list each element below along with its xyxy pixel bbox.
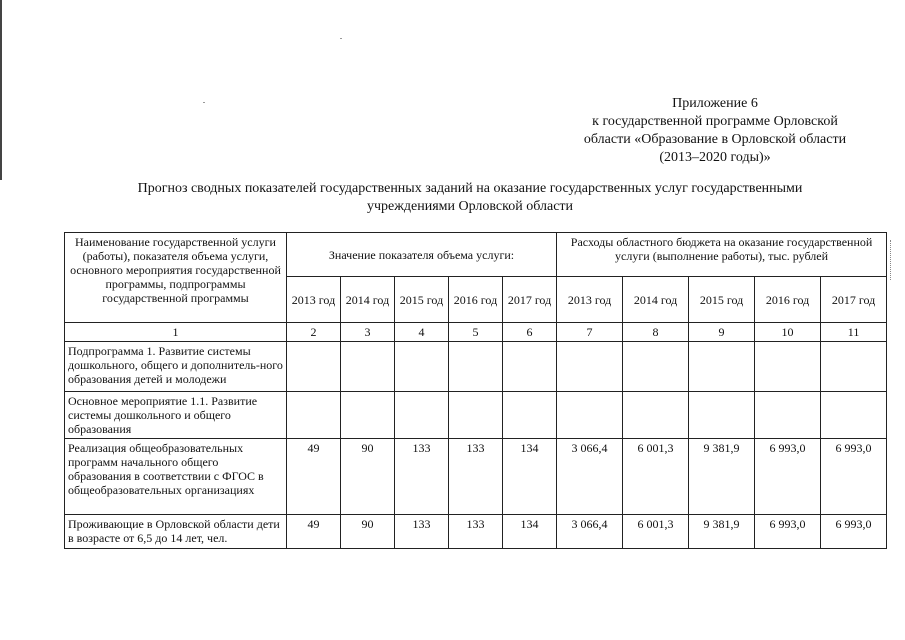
header-expense-year: 2013 год	[557, 277, 623, 323]
column-number: 8	[623, 323, 689, 342]
header-volume-year: 2016 год	[449, 277, 503, 323]
column-number: 9	[689, 323, 755, 342]
value-cell	[623, 392, 689, 439]
value-cell: 9 381,9	[689, 439, 755, 515]
column-number-row	[65, 323, 887, 342]
table-header-row	[65, 233, 887, 277]
table-row	[65, 392, 887, 439]
value-cell	[449, 342, 503, 392]
value-cell: 6 001,3	[623, 439, 689, 515]
header-expense-year: 2016 год	[755, 277, 821, 323]
column-number: 10	[755, 323, 821, 342]
scan-speck	[203, 102, 205, 103]
title-line: Прогноз сводных показателей государственных заданий на оказание государственных услуг государственными	[137, 181, 803, 196]
value-cell	[395, 342, 449, 392]
table-row	[65, 439, 887, 515]
row-name-cell: Основное мероприятие 1.1. Развитие системы дошкольного и общего образования	[65, 392, 287, 439]
value-cell	[689, 342, 755, 392]
row-name-cell: Подпрограмма 1. Развитие системы дошкольного, общего и дополнитель-ного образования детей и молодежи	[65, 342, 287, 392]
value-cell: 134	[503, 439, 557, 515]
header-expense-year: 2015 год	[689, 277, 755, 323]
value-cell: 134	[503, 515, 557, 549]
header-name-cell: Наименование государственной услуги (работы), показателя объема услуги, основного мероприятия государственной программы, подпрограммы государственной программы	[65, 233, 287, 323]
value-cell: 49	[287, 515, 341, 549]
value-cell	[557, 342, 623, 392]
value-cell: 6 993,0	[821, 439, 887, 515]
value-cell	[341, 342, 395, 392]
value-cell: 6 001,3	[623, 515, 689, 549]
header-volume-year: 2014 год	[341, 277, 395, 323]
value-cell: 6 993,0	[821, 515, 887, 549]
forecast-table	[64, 232, 887, 549]
value-cell	[821, 392, 887, 439]
title-line: учреждениями Орловской области	[366, 199, 574, 214]
value-cell: 6 993,0	[755, 515, 821, 549]
value-cell: 6 993,0	[755, 439, 821, 515]
value-cell	[503, 342, 557, 392]
value-cell	[557, 392, 623, 439]
column-number: 6	[503, 323, 557, 342]
value-cell	[821, 342, 887, 392]
value-cell	[503, 392, 557, 439]
scan-edge-mark	[0, 0, 2, 180]
value-cell	[395, 392, 449, 439]
value-cell: 3 066,4	[557, 515, 623, 549]
value-cell: 133	[449, 439, 503, 515]
header-expense-group: Расходы областного бюджета на оказание государственной услуги (выполнение работы), тыс. рублей	[557, 233, 887, 277]
scan-edge-mark	[890, 240, 893, 280]
value-cell: 133	[449, 515, 503, 549]
value-cell: 49	[287, 439, 341, 515]
header-volume-year: 2015 год	[395, 277, 449, 323]
value-cell: 9 381,9	[689, 515, 755, 549]
value-cell	[689, 392, 755, 439]
appendix-line: Приложение 6	[672, 96, 758, 111]
column-number: 1	[65, 323, 287, 342]
document-title	[60, 180, 880, 216]
column-number: 3	[341, 323, 395, 342]
column-number: 5	[449, 323, 503, 342]
header-volume-group: Значение показателя объема услуги:	[287, 233, 557, 277]
row-name-cell: Реализация общеобразовательных программ начального общего образования в соответствии с ФГОС в общеобразовательных организациях	[65, 439, 287, 515]
value-cell: 3 066,4	[557, 439, 623, 515]
value-cell	[287, 342, 341, 392]
value-cell: 133	[395, 515, 449, 549]
value-cell	[623, 342, 689, 392]
value-cell	[341, 392, 395, 439]
value-cell: 133	[395, 439, 449, 515]
value-cell: 90	[341, 439, 395, 515]
table-row	[65, 515, 887, 549]
column-number: 2	[287, 323, 341, 342]
column-number: 11	[821, 323, 887, 342]
column-number: 7	[557, 323, 623, 342]
value-cell	[755, 392, 821, 439]
column-number: 4	[395, 323, 449, 342]
row-name-cell: Проживающие в Орловской области дети в возрасте от 6,5 до 14 лет, чел.	[65, 515, 287, 549]
header-volume-year: 2013 год	[287, 277, 341, 323]
header-expense-year: 2014 год	[623, 277, 689, 323]
table-row	[65, 342, 887, 392]
header-expense-year: 2017 год	[821, 277, 887, 323]
value-cell	[287, 392, 341, 439]
appendix-line: области «Образование в Орловской области	[583, 132, 847, 147]
value-cell	[755, 342, 821, 392]
appendix-header	[540, 95, 890, 167]
appendix-line: (2013–2020 годы)»	[659, 150, 771, 165]
header-volume-year: 2017 год	[503, 277, 557, 323]
scan-speck	[340, 38, 342, 39]
value-cell	[449, 392, 503, 439]
value-cell: 90	[341, 515, 395, 549]
appendix-line: к государственной программе Орловской	[592, 114, 838, 129]
